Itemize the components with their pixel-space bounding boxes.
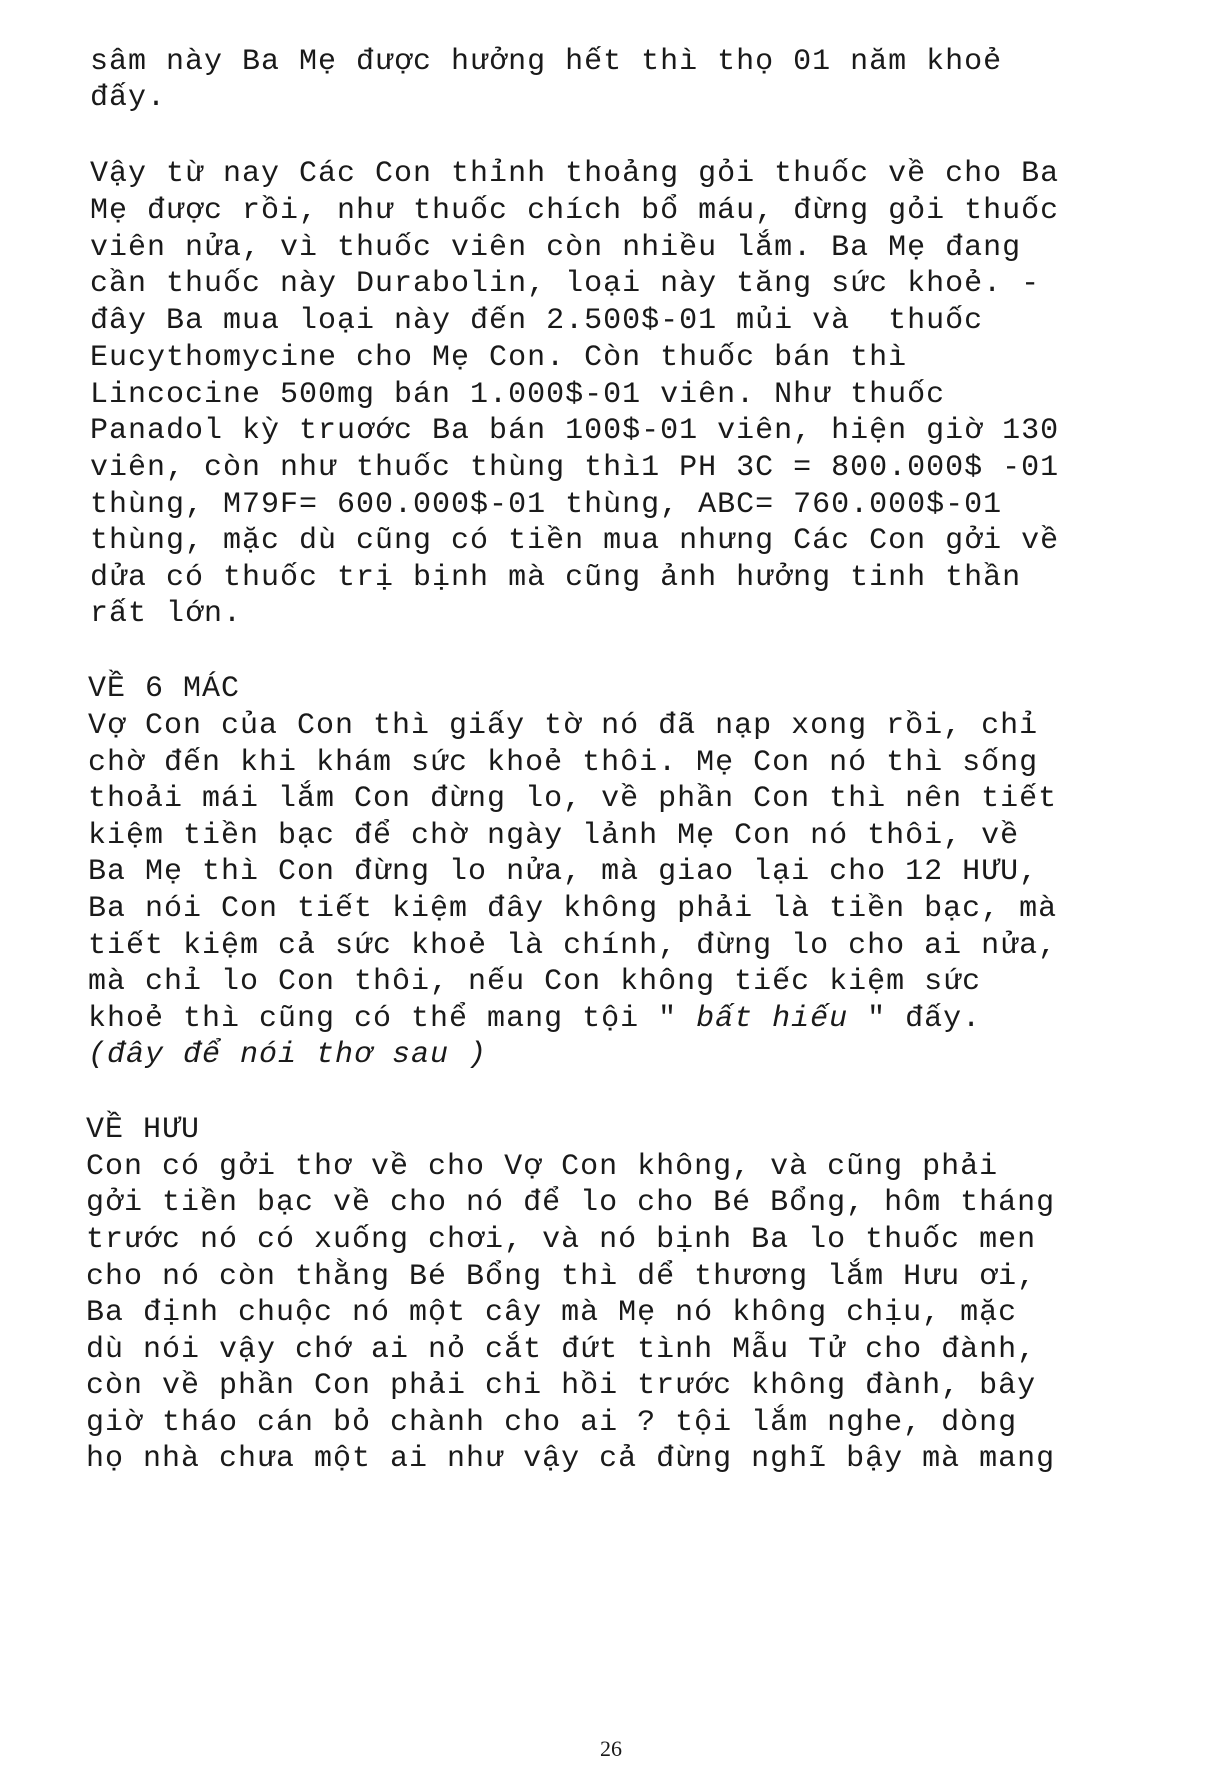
text-line: gởi tiền bạc về cho nó để lo cho Bé Bổng, hôm tháng	[86, 1186, 1056, 1220]
text-line: chờ đến khi khám sức khoẻ thôi. Mẹ Con nó thì sống	[88, 746, 1039, 780]
text-line: còn về phần Con phải chi hồi trước không đành, bây	[86, 1369, 1037, 1403]
section-heading: VỀ 6 MÁC	[88, 672, 241, 706]
text-line: đấy.	[90, 81, 167, 115]
text-line: giờ tháo cán bỏ chành cho ai ? tội lắm nghe, dòng	[86, 1406, 1018, 1440]
text-span: " đấy.	[848, 1002, 982, 1036]
page-number: 26	[600, 1736, 622, 1761]
text-line: Vợ Con của Con thì giấy tờ nó đã nạp xong rồi, chỉ	[88, 709, 1039, 743]
text-line: rất lớn.	[90, 597, 243, 631]
text-line: dù nói vậy chớ ai nỏ cắt đứt tình Mẫu Tử cho đành,	[86, 1333, 1037, 1367]
text-line: sâm này Ba Mẹ được hưởng hết thì thọ 01 năm khoẻ	[90, 45, 1003, 79]
text-line: Vậy từ nay Các Con thỉnh thoảng gỏi thuốc về cho Ba	[90, 157, 1060, 191]
text-line: Eucythomycine cho Mẹ Con. Còn thuốc bán thì	[90, 341, 908, 375]
text-line	[88, 1001, 981, 1037]
text-line: họ nhà chưa một ai như vậy cả đừng nghĩ bậy mà mang	[86, 1442, 1056, 1476]
text-line: Mẹ được rồi, như thuốc chích bổ máu, đừng gỏi thuốc	[90, 194, 1060, 228]
text-line: trước nó có xuống chơi, và nó bịnh Ba lo thuốc men	[86, 1223, 1037, 1257]
text-line: Ba Mẹ thì Con đừng lo nửa, mà giao lại cho 12 HƯU,	[88, 855, 1039, 889]
text-line: dửa có thuốc trị bịnh mà cũng ảnh hưởng tinh thần	[90, 561, 1022, 595]
emphasis-text: bất hiếu	[696, 1002, 849, 1036]
text-line: thùng, mặc dù cũng có tiền mua nhưng Các Con gởi về	[90, 524, 1060, 558]
text-line: mà chỉ lo Con thôi, nếu Con không tiếc kiệm sức	[88, 965, 982, 999]
text-line: Ba nói Con tiết kiệm đây không phải là tiền bạc, mà	[88, 892, 1058, 926]
text-line: Ba định chuộc nó một cây mà Mẹ nó không chịu, mặc	[86, 1296, 1018, 1330]
text-line: cần thuốc này Durabolin, loại này tăng sức khoẻ. -	[90, 267, 1041, 301]
text-line: thùng, M79F= 600.000$-01 thùng, ABC= 760.000$-01	[90, 488, 1003, 522]
section-heading: VỀ HƯU	[86, 1113, 201, 1147]
text-line: Lincocine 500mg bán 1.000$-01 viên. Như thuốc	[90, 378, 946, 412]
text-line: cho nó còn thằng Bé Bổng thì dể thương lắm Hưu ơi,	[86, 1260, 1037, 1294]
text-span: khoẻ thì cũng có thể mang tội "	[88, 1002, 697, 1036]
text-line: Panadol kỳ truơớc Ba bán 100$-01 viên, hiện giờ 130	[90, 414, 1060, 448]
text-line: Con có gởi thơ về cho Vợ Con không, và cũng phải	[86, 1150, 999, 1184]
text-line: viên nửa, vì thuốc viên còn nhiều lắm. Ba Mẹ đang	[90, 231, 1022, 265]
text-line: kiệm tiền bạc để chờ ngày lảnh Mẹ Con nó thôi, về	[88, 819, 1020, 853]
text-line: viên, còn như thuốc thùng thì1 PH 3C = 800.000$ -01	[90, 451, 1060, 485]
text-line: thoải mái lắm Con đừng lo, về phần Con thì nên tiết	[88, 782, 1058, 816]
text-line: tiết kiệm cả sức khoẻ là chính, đừng lo cho ai nửa,	[88, 929, 1058, 963]
note-line: (đây để nói thơ sau )	[88, 1038, 488, 1072]
text-line: đây Ba mua loại này đến 2.500$-01 mủi và thuốc	[90, 304, 984, 338]
